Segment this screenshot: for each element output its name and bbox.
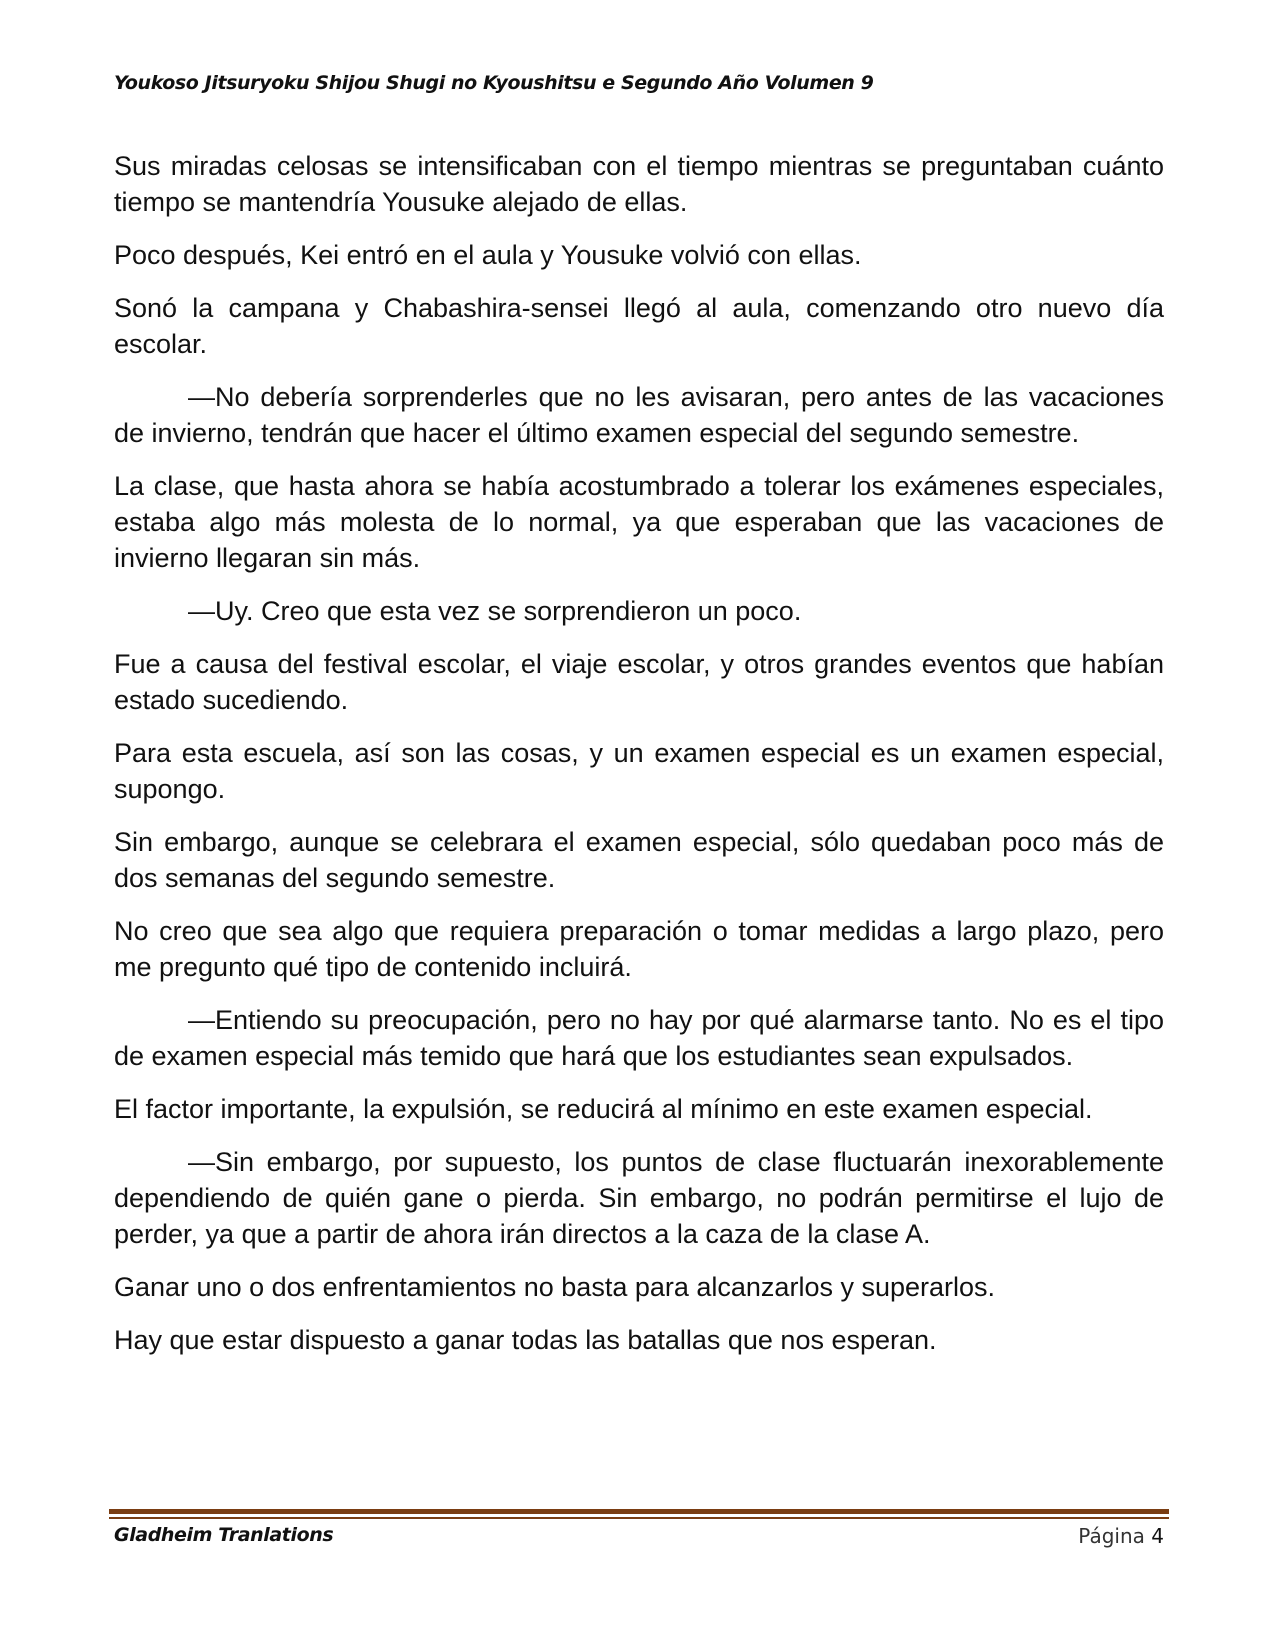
paragraph: La clase, que hasta ahora se había acostumbrado a tolerar los exámenes especiales, estaba algo más molesta de lo normal, ya que esperaban que las vacaciones de invierno llegaran sin más. xyxy=(114,471,1164,573)
document-body xyxy=(114,148,1164,1375)
page-label: Página xyxy=(1078,1524,1145,1548)
paragraph: Para esta escuela, así son las cosas, y un examen especial es un examen especial, supongo. xyxy=(114,738,1164,804)
footer-translator: Gladheim Tranlations xyxy=(114,1524,334,1546)
page-header-title: Youkoso Jitsuryoku Shijou Shugi no Kyoushitsu e Segundo Año Volumen 9 xyxy=(114,72,874,94)
paragraph: Fue a causa del festival escolar, el viaje escolar, y otros grandes eventos que habían estado sucediendo. xyxy=(114,649,1164,715)
footer-divider-thick xyxy=(109,1509,1169,1514)
paragraph: El factor importante, la expulsión, se reducirá al mínimo en este examen especial. xyxy=(114,1094,1093,1124)
paragraph: Sin embargo, aunque se celebrara el examen especial, sólo quedaban poco más de dos semanas del segundo semestre. xyxy=(114,827,1164,893)
dialogue-paragraph: —Uy. Creo que esta vez se sorprendieron un poco. xyxy=(188,596,802,626)
dialogue-paragraph: —Entiendo su preocupación, pero no hay por qué alarmarse tanto. No es el tipo de examen especial más temido que hará que los estudiantes sean expulsados. xyxy=(114,1005,1164,1071)
paragraph: Poco después, Kei entró en el aula y Yousuke volvió con ellas. xyxy=(114,240,862,270)
paragraph: Hay que estar dispuesto a ganar todas las batallas que nos esperan. xyxy=(114,1325,937,1355)
footer-divider-thin xyxy=(109,1517,1169,1519)
paragraph: Sonó la campana y Chabashira-sensei llegó al aula, comenzando otro nuevo día escolar. xyxy=(114,293,1164,359)
paragraph: Ganar uno o dos enfrentamientos no basta para alcanzarlos y superarlos. xyxy=(114,1272,996,1302)
dialogue-paragraph: —Sin embargo, por supuesto, los puntos de clase fluctuarán inexorablemente dependiendo de quién gane o pierda. Sin embargo, no podrán permitirse el lujo de perder, ya que a partir de ahora irán directos a la caza de la clase A. xyxy=(114,1147,1164,1249)
footer-page-indicator xyxy=(1078,1524,1164,1548)
paragraph: Sus miradas celosas se intensificaban con el tiempo mientras se preguntaban cuánto tiempo se mantendría Yousuke alejado de ellas. xyxy=(114,151,1164,217)
dialogue-paragraph: —No debería sorprenderles que no les avisaran, pero antes de las vacaciones de invierno, tendrán que hacer el último examen especial del segundo semestre. xyxy=(114,382,1164,448)
paragraph: No creo que sea algo que requiera preparación o tomar medidas a largo plazo, pero me pregunto qué tipo de contenido incluirá. xyxy=(114,916,1164,982)
page-number: 4 xyxy=(1151,1524,1164,1548)
